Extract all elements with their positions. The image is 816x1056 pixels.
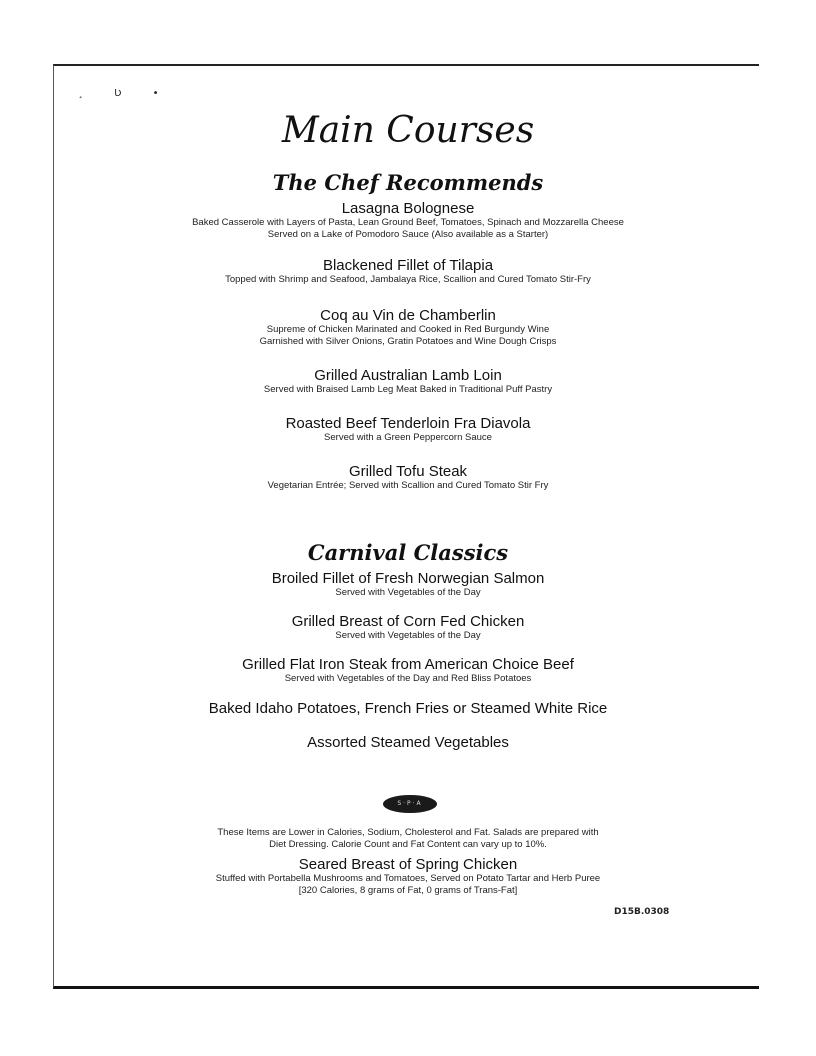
menu-item: [0, 570, 816, 599]
menu-item: [0, 367, 816, 396]
dish-name: Grilled Australian Lamb Loin: [314, 367, 502, 384]
dish-nutrition: [320 Calories, 8 grams of Fat, 0 grams of Trans-Fat]: [298, 885, 518, 896]
dish-description: Served with Vegetables of the Day: [335, 587, 481, 598]
spa-menu-item: [0, 856, 816, 897]
dish-name: Seared Breast of Spring Chicken: [298, 856, 518, 873]
dish-description: Supreme of Chicken Marinated and Cooked in Red Burgundy Wine: [266, 324, 550, 335]
dish-description: Served with Vegetables of the Day and Red Bliss Potatoes: [284, 673, 532, 684]
document-code: D15B.0308: [614, 907, 670, 917]
dish-description: Topped with Shrimp and Seafood, Jambalaya Rice, Scallion and Cured Tomato Stir-Fry: [225, 274, 591, 285]
dish-name: Blackened Fillet of Tilapia: [322, 257, 494, 274]
dish-description: Baked Casserole with Layers of Pasta, Lean Ground Beef, Tomatoes, Spinach and Mozzarella Cheese: [192, 217, 624, 228]
spa-logo: S·P·A: [383, 795, 437, 813]
dish-description: Garnished with Silver Onions, Gratin Potatoes and Wine Dough Crisps: [259, 336, 557, 347]
menu-item: [0, 257, 816, 286]
dish-name: Roasted Beef Tenderloin Fra Diavola: [285, 415, 531, 432]
dish-description: Vegetarian Entrée; Served with Scallion and Cured Tomato Stir Fry: [267, 480, 549, 491]
dish-name: Coq au Vin de Chamberlin: [320, 307, 496, 324]
menu-item: [0, 734, 816, 751]
dish-description: Served with a Green Peppercorn Sauce: [324, 432, 492, 443]
dish-description: Served with Braised Lamb Leg Meat Baked in Traditional Puff Pastry: [263, 384, 553, 395]
dish-description: Served on a Lake of Pomodoro Sauce (Also available as a Starter): [267, 229, 549, 240]
scan-marks: ¸ Ʋ •: [78, 88, 173, 99]
dish-name: Assorted Steamed Vegetables: [307, 734, 509, 751]
menu-item: [0, 656, 816, 685]
dish-name: Lasagna Bolognese: [341, 200, 475, 217]
dish-name: Grilled Breast of Corn Fed Chicken: [291, 613, 525, 630]
dish-description: Served with Vegetables of the Day: [335, 630, 481, 641]
menu-item: [0, 200, 816, 241]
dish-name: Grilled Tofu Steak: [348, 463, 468, 480]
spa-note: [0, 827, 816, 851]
menu-item: [0, 613, 816, 642]
menu-item: [0, 415, 816, 444]
chef-recommends-heading: The Chef Recommends: [272, 170, 544, 195]
page-title: Main Courses: [281, 110, 535, 151]
spa-note-line: These Items are Lower in Calories, Sodium, Cholesterol and Fat. Salads are prepared with: [217, 827, 599, 838]
carnival-classics-heading: Carnival Classics: [307, 540, 509, 565]
dish-name: Broiled Fillet of Fresh Norwegian Salmon: [271, 570, 545, 587]
menu-item: [0, 700, 816, 717]
dish-description: Stuffed with Portabella Mushrooms and Tomatoes, Served on Potato Tartar and Herb Puree: [215, 873, 601, 884]
dish-name: Baked Idaho Potatoes, French Fries or Steamed White Rice: [208, 700, 608, 717]
spa-note-line: Diet Dressing. Calorie Count and Fat Content can vary up to 10%.: [269, 839, 547, 850]
menu-item: [0, 463, 816, 492]
menu-item: [0, 307, 816, 348]
dish-name: Grilled Flat Iron Steak from American Choice Beef: [242, 656, 574, 673]
